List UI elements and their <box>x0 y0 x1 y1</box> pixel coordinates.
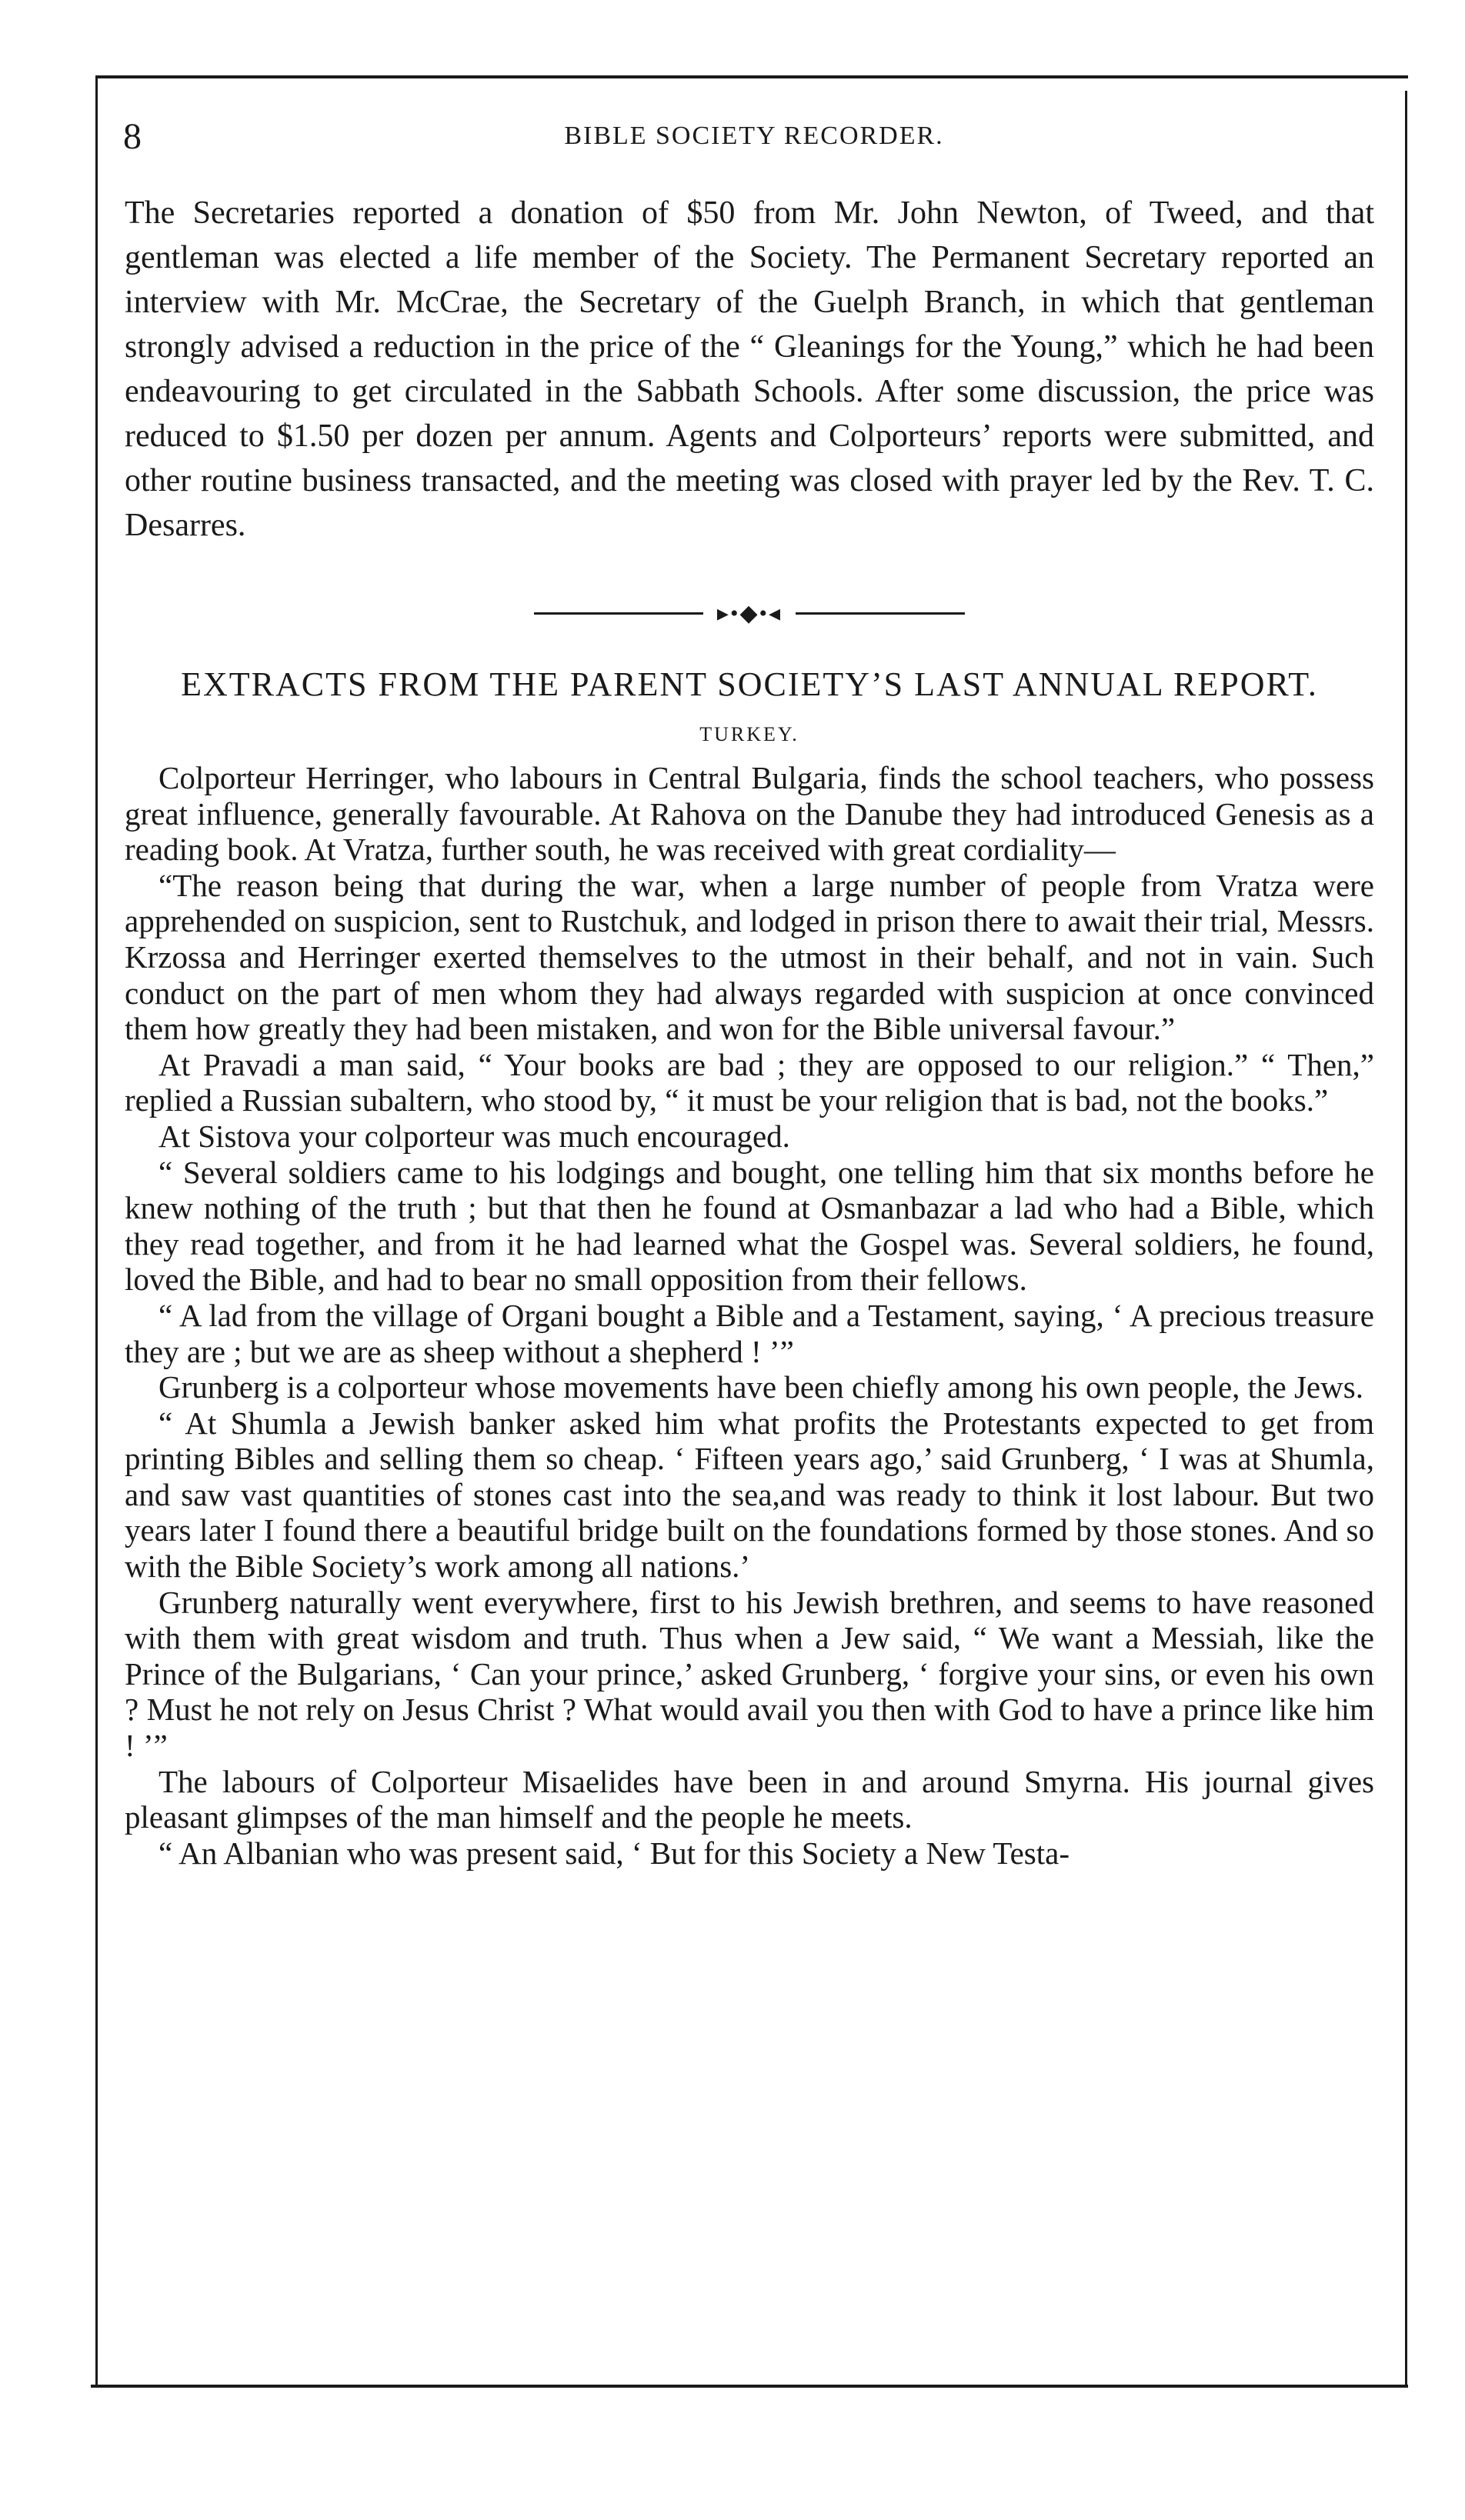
intro-paragraph: The Secretaries reported a donation of $50 from Mr. John Newton, of Tweed, and that gentleman was elected a life member of the Society. The Permanent Secretary reported an interview with Mr. McCrae, the Secretary of the Guelph Branch, in which that gentleman strongly advised a reduction in the price of the “ Gleanings for the Young,” which he had been endeavouring to get circulated in the Sabbath Schools. After some discussion, the price was reduced to $1.50 per dozen per annum. Agents and Colporteurs’ reports were submitted, and other routine business transacted, and the meeting was closed with prayer led by the Rev. T. C. Desarres. <box>125 195 1374 543</box>
body-paragraph: “ An Albanian who was present said, ‘ But for this Society a New Testa- <box>159 1835 1070 1871</box>
body-paragraph: The labours of Colporteur Misaelides have been in and around Smyrna. His journal gives pleasant glimpses of the man himself and the people he meets. <box>125 1763 1374 1835</box>
page-header <box>123 115 1385 162</box>
ornament-center: ▸•◆•◂ <box>716 601 783 626</box>
section-subhead: TURKEY. <box>699 723 799 745</box>
body-paragraph: At Sistova your colporteur was much encouraged. <box>159 1118 790 1154</box>
body-paragraph: Grunberg is a colporteur whose movements have been chiefly among his own people, the Jews. <box>159 1369 1363 1405</box>
section-title: EXTRACTS FROM THE PARENT SOCIETY’S LAST ANNUAL REPORT. <box>181 665 1318 703</box>
body-paragraph: At Pravadi a man said, “ Your books are bad ; they are opposed to our religion.” “ Then,” replied a Russian subaltern, who stood by, “ it must be your religion that is bad, not the books.” <box>125 1046 1374 1118</box>
body-paragraph: “ Several soldiers came to his lodgings and bought, one telling him that six months before he knew nothing of the truth ; but that then he found at Osmanbazar a lad who had a Bible, which they read together, and from it he had learned what the Gospel was. Several soldiers, he found, loved the Bible, and had to bear no small opposition from their fellows. <box>125 1154 1374 1298</box>
body-paragraph: Colporteur Herringer, who labours in Central Bulgaria, finds the school teachers, who possess great influence, generally favourable. At Rahova on the Danube they had introduced Genesis as a reading book. At Vratza, further south, he was received with great cordiality— <box>125 760 1374 868</box>
body-paragraph: “The reason being that during the war, when a large number of people from Vratza were apprehended on suspicion, sent to Rustchuk, and lodged in prison there to await their trial, Messrs. Krzossa and Herringer exerted themselves to the utmost in their behalf, and not in vain. Such conduct on the part of men whom they had always regarded with suspicion at once convinced them how greatly they had been mistaken, and won for the Bible universal favour.” <box>125 867 1374 1047</box>
ornament-line-left <box>534 612 703 615</box>
page-number: 8 <box>123 116 142 157</box>
top-rule <box>95 75 1408 78</box>
section-body <box>125 760 1374 1871</box>
page-content <box>125 191 1374 1871</box>
body-paragraph: “ At Shumla a Jewish banker asked him what profits the Protestants expected to get from printing Bibles and selling them so cheap. ‘ Fifteen years ago,’ said Grunberg, ‘ I was at Shumla, and saw vast quantities of stones cast into the sea,and was ready to think it lost labour. But two years later I found there a beautiful bridge built on the foundations formed by those stones. And so with the Bible Society’s work among all nations.’ <box>125 1405 1374 1585</box>
left-border <box>95 75 98 2386</box>
body-paragraph: “ A lad from the village of Organi bought a Bible and a Testament, saying, ‘ A precious treasure they are ; but we are as sheep without a shepherd ! ’” <box>125 1297 1374 1369</box>
running-head: BIBLE SOCIETY RECORDER. <box>564 122 944 150</box>
body-paragraph: Grunberg naturally went everywhere, first to his Jewish brethren, and seems to have reasoned with them with great wisdom and truth. Thus when a Jew said, “ We want a Messiah, like the Prince of the Bulgarians, ‘ Can your prince,’ asked Grunberg, ‘ forgive your sins, or even his own ? Must he not rely on Jesus Christ ? What would avail you then with God to have a prince like him ! ’” <box>125 1584 1374 1764</box>
section-divider-ornament <box>534 598 965 629</box>
bottom-rule <box>91 2385 1408 2388</box>
ornament-line-right <box>796 612 965 615</box>
right-border <box>1405 91 1407 2386</box>
